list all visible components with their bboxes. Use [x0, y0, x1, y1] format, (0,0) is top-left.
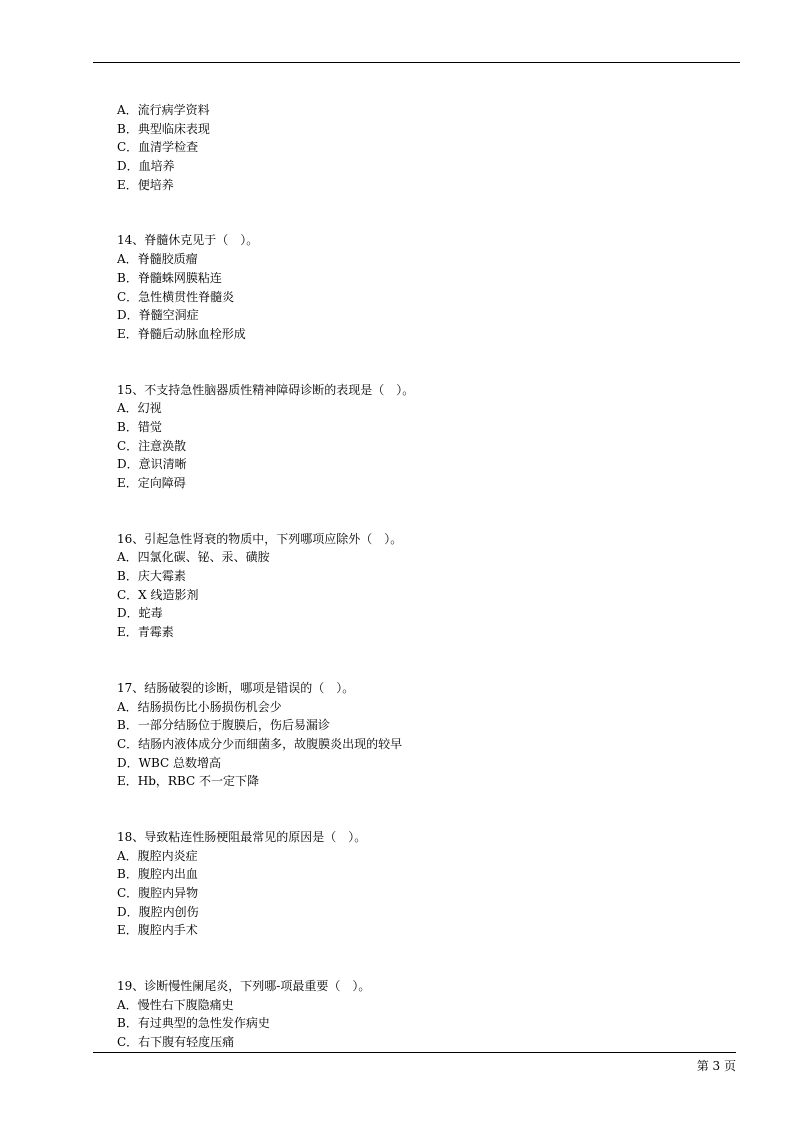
question-stem: 19、诊断慢性阑尾炎，下列哪-项最重要（ ）。 — [117, 979, 371, 994]
option-a: A．幻视 — [117, 401, 162, 416]
question-stem: 14、脊髓休克见于（ ）。 — [117, 233, 259, 248]
question-16 — [117, 530, 717, 642]
option-b: B．腹腔内出血 — [117, 867, 198, 882]
option-a: A．流行病学资料 — [117, 103, 210, 117]
document-body — [117, 101, 717, 1052]
option-a: A．四氯化碳、铋、汞、磺胺 — [117, 550, 270, 565]
option-c: C．结肠内液体成分少而细菌多，故腹膜炎出现的较早 — [117, 736, 403, 751]
option-b: B．有过典型的急性发作病史 — [117, 1016, 270, 1031]
option-b: B．一部分结肠位于腹膜后，伤后易漏诊 — [117, 718, 330, 733]
option-c: C．注意涣散 — [117, 438, 187, 453]
option-d: D．蛇毒 — [117, 606, 163, 621]
option-e: E．青霉素 — [117, 625, 174, 640]
question-stem: 15、不支持急性脑器质性精神障碍诊断的表现是（ ）。 — [117, 382, 415, 397]
option-a: A．慢性右下腹隐痛史 — [117, 997, 234, 1012]
question-19 — [117, 977, 717, 1052]
option-e: E．腹腔内手术 — [117, 923, 198, 938]
option-e: E．脊髓后动脉血栓形成 — [117, 326, 246, 341]
option-b: B．脊髓蛛网膜粘连 — [117, 270, 222, 285]
option-b: B．庆大霉素 — [117, 569, 186, 584]
option-c: C．急性横贯性脊髓炎 — [117, 289, 235, 304]
option-a: A．脊髓胶质瘤 — [117, 252, 198, 267]
question-14 — [117, 231, 717, 343]
page-number: 第 3 页 — [696, 1059, 736, 1073]
question-stem: 17、结肠破裂的诊断，哪项是错误的（ ）。 — [117, 680, 355, 695]
option-c: C．腹腔内异物 — [117, 886, 199, 900]
option-d: D．脊髓空洞症 — [117, 308, 199, 323]
option-e: E．Hb，RBC 不一定下降 — [117, 774, 259, 789]
option-c: C．X 线造影剂 — [117, 587, 199, 602]
header-rule — [93, 62, 740, 63]
option-c: C．血清学检查 — [117, 140, 199, 155]
option-a: A．结肠损伤比小肠损伤机会少 — [117, 699, 282, 714]
option-d: D．血培养 — [117, 159, 175, 174]
option-d: D．意识清晰 — [117, 457, 187, 472]
option-e: E．定向障碍 — [117, 476, 186, 490]
option-b: B．错觉 — [117, 419, 162, 434]
option-e: E．便培养 — [117, 177, 174, 192]
question-stem: 18、导致粘连性肠梗阻最常见的原因是（ ）。 — [117, 829, 367, 844]
option-b: B．典型临床表现 — [117, 121, 210, 136]
option-c: C．右下腹有轻度压痛 — [117, 1035, 235, 1050]
footer-rule — [93, 1052, 736, 1053]
question-15 — [117, 381, 717, 493]
question-18 — [117, 828, 717, 940]
question-stem: 16、引起急性肾衰的物质中，下列哪项应除外（ ）。 — [117, 531, 403, 546]
continued-options — [117, 101, 717, 194]
option-a: A．腹腔内炎症 — [117, 848, 198, 863]
question-17 — [117, 679, 717, 791]
option-d: D．腹腔内创伤 — [117, 904, 199, 919]
option-d: D．WBC 总数增高 — [117, 755, 221, 770]
